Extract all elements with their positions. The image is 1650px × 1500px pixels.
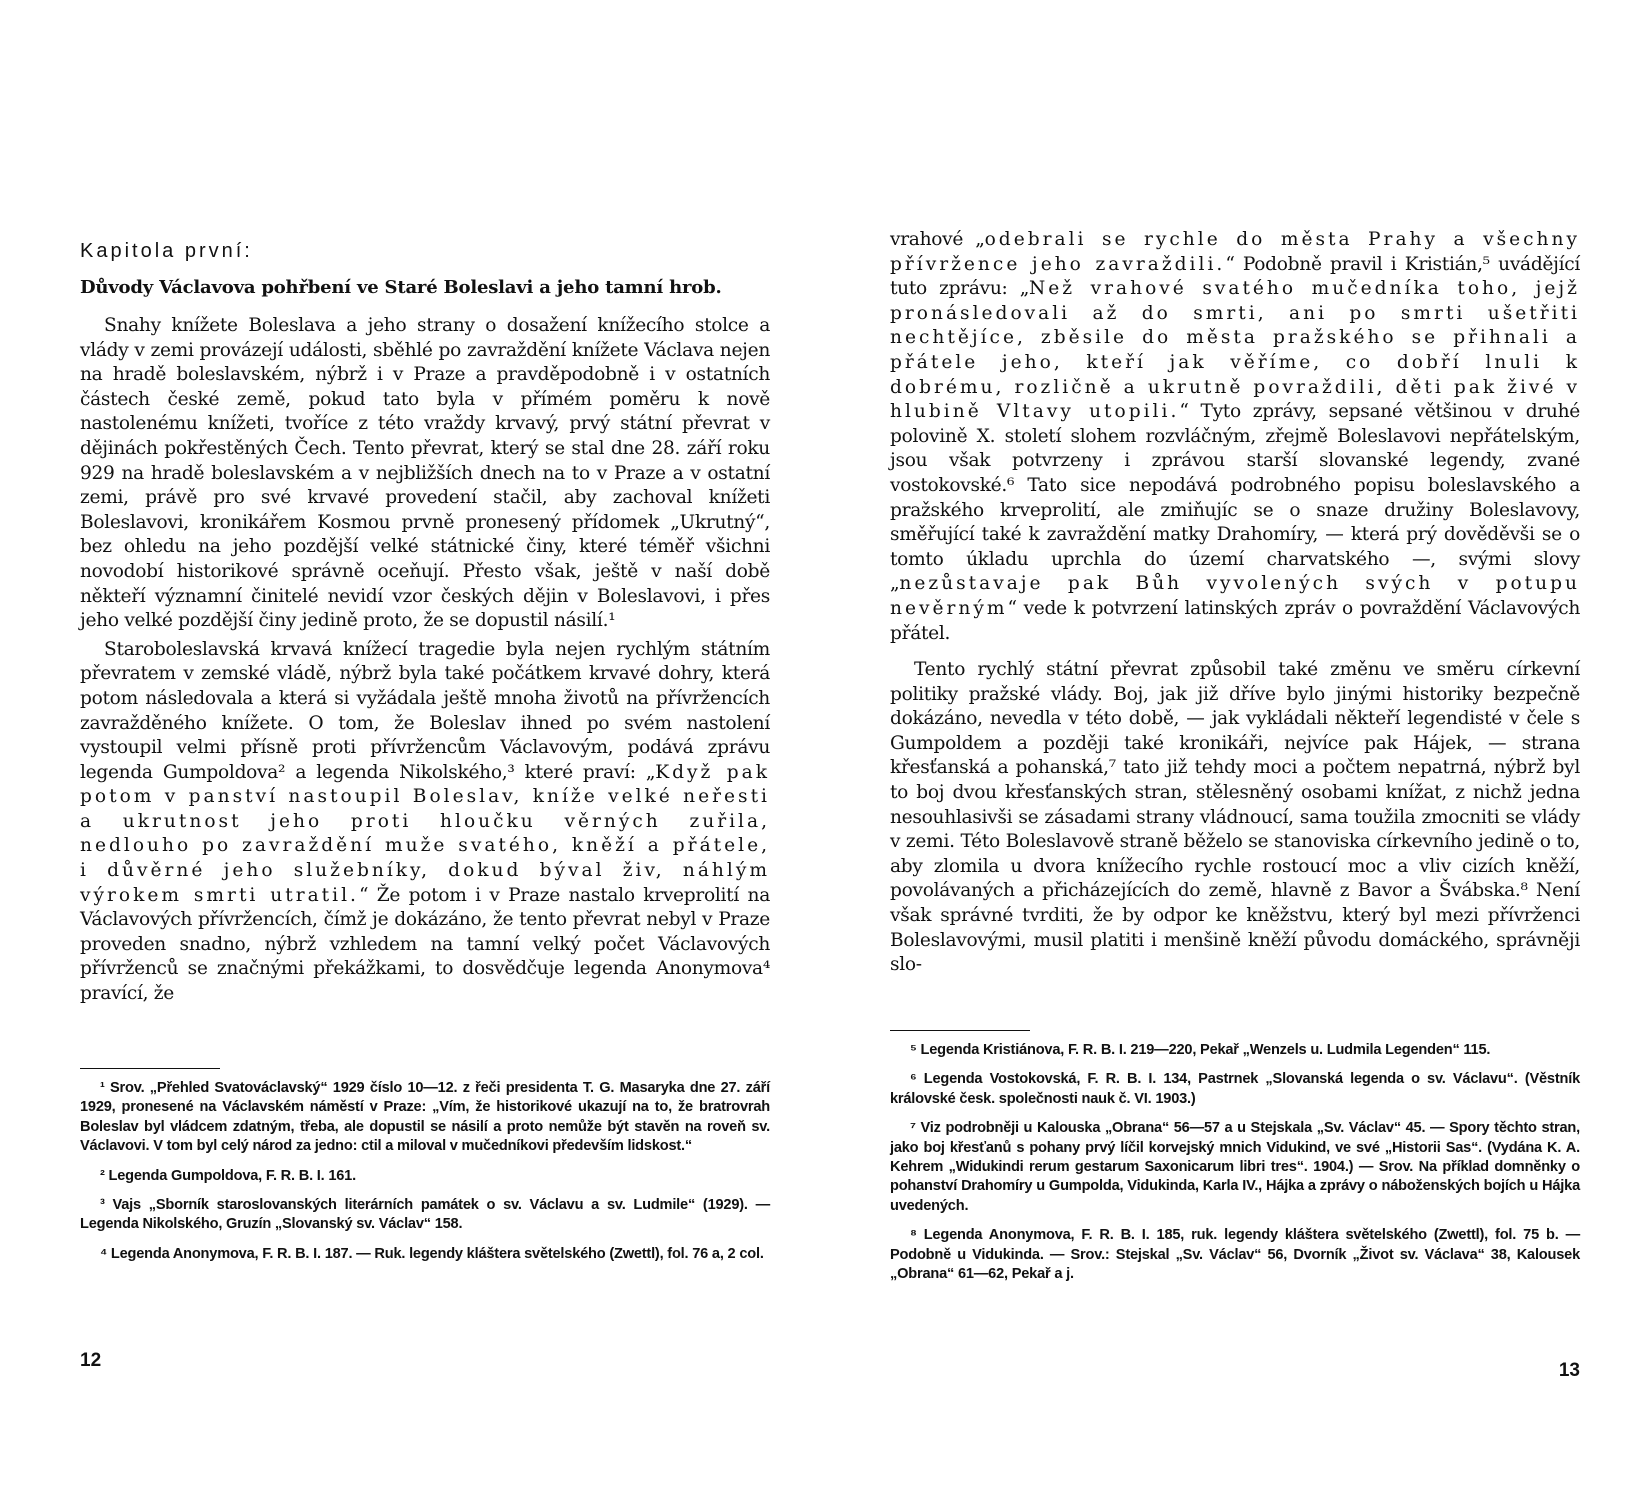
footnote-7: ⁷ Viz podrobněji u Kalouska „Obrana“ 56—57 a u Stejskala „Sv. Václav“ 45. — Spory těchto stran, jako boj křesťanů s pohany prvý líčil korvejský mnich Vidukind, ve své „Historii Sas“. (Vydána K. A. Kehrem „Widukindi rerum gestarum Saxonicarum libri tres“. 1904.) — Srov. Na příklad domněnky o pohanství Drahomíry u Gumpolda, Vidukinda, Karla IV., Hájka a zprávy o náboženských bojích u Hájka uvedených. [890, 1120, 1580, 1214]
left-page-text [80, 240, 770, 1011]
quote-anonym: odebrali se rychle do města Prahy a všechny přívržence jeho zavraždili. [890, 229, 1581, 275]
paragraph-1: Snahy knížete Boleslava a jeho strany o dosažení knížecího stolce a vlády v zemi provázejí události, sběhlé po zavraždění knížete Václava nejen na hradě boleslavském, nýbrž i v Praze a pravděpodobně i v ostatních částech české země, pokud tato byla v přímém poměru k nově nastolenému knížeti, tvoříce z této vraždy krvavý, prvý státní převrat v dějinách pokřestěných Čech. Tento převrat, který se stal dne 28. září roku 929 na hradě boleslavském a v nejbližších dnech na to v Praze a v ostatní zemi, právě pro své krvavé provedení stačil, aby zachoval knížeti Boleslavovi, kronikářem Kosmou prvně pronesený přídomek „Ukrutný“, bez ohledu na jeho pozdější velké státnické činy, které téměř všichni novodobí historikové správně oceňují. Přesto však, ještě v naší době někteří významní činitelé nevidí vzor českých dějin v Boleslavovi, i přes jeho velké pozdější činy jedině proto, že se dopustil násilí.¹ [80, 315, 770, 632]
paragraph-2-continuation: “ Že potom i v Praze nastalo krveprolití na Václavových přívržencích, čímž je dokázáno, že tento převrat nebyl v Praze proveden snadno, nýbrž vzhledem na tamní velký počet Václavových přívrženců se značnými překážkami, to dosvědčuje legenda Anonymova⁴ pravící, že [80, 884, 771, 1005]
left-page [80, 0, 770, 1500]
footnote-2: ² Legenda Gumpoldova, F. R. B. I. 161. [100, 1167, 356, 1184]
right-footnotes [890, 1030, 1580, 1294]
paragraph-2 [80, 638, 770, 1007]
right-page [890, 0, 1580, 1500]
paragraph-2-text: Staroboleslavská krvavá knížecí tragedie byla nejen rychlým státním převratem v zemské vládě, nýbrž byla také počátkem krvavé dohry, která potom následovala a která si vyžádala ještě mnoha životů na přívržencích zavražděného knížete. O tom, že Boleslav ihned po svém nastolení vystoupil velmi přísně proti přívržencům Václavovým, podává zprávu legenda Gumpoldova² a legenda Nikolského,³ které praví: „ [80, 638, 770, 783]
footnote-rule-right [890, 1030, 1030, 1031]
right-page-text [890, 228, 1580, 982]
footnote-5: ⁵ Legenda Kristiánova, F. R. B. I. 219—220, Pekař „Wenzels u. Ludmila Legenden“ 115. [910, 1042, 1491, 1058]
page-number-right: 13 [1558, 1360, 1580, 1381]
footnote-6: ⁶ Legenda Vostokovská, F. R. B. I. 134, Pastrnek „Slovanská legenda o sv. Václavu“. (Věstník královské česk. společnosti nauk č. VI. 1903.) [890, 1071, 1580, 1107]
footnote-8: ⁸ Legenda Anonymova, F. R. B. I. 185, ruk. legendy kláštera světelského (Zwettl), fol. 75 b. — Podobně u Vidukinda. — Srov.: Stejskal „Sv. Václav“ 56, Dvorník „Život sv. Václava“ 38, Kalousek „Obrana“ 61—62, Pekař a j. [890, 1227, 1580, 1283]
footnote-3: ³ Vajs „Sborník staroslovanských literárních památek o sv. Václavu a sv. Ludmile“ (1929). — Legenda Nikolského, Gruzín „Slovanský sv. Václav“ 158. [80, 1197, 770, 1233]
paragraph-3 [890, 228, 1580, 646]
quote-gumpold: Když pak potom v panství nastoupil Boleslav, kníže velké neřesti a ukrutnost jeho proti hloučku věrných zuřila, nedlouho po zavraždění muže svatého, kněží a přátele, i důvěrné jeho služebníky, dokud býval živ, náhlým výrokem smrti utratil. [80, 761, 770, 906]
quote-vostokov: nezůstavaje pak Bůh vyvolených svých v potupu nevěrným [890, 573, 1580, 619]
quote-kristian: Než vrahové svatého mučedníka toho, jejž pronásledovali až do smrti, ani po smrti ušetřiti nechtějíce, zběsile do města pražského se přihnali a přátele jeho, kteří jak věříme, co dobří lnuli k dobrému, rozličně a ukrutně povraždili, děti pak živé v hlubině Vltavy utopili. [890, 278, 1580, 423]
page-number-left: 12 [80, 1350, 102, 1371]
chapter-label: Kapitola první: [80, 240, 253, 262]
paragraph-3-end: “ vede k potvrzení latinských zpráv o povraždění Václavových přátel. [890, 597, 1580, 644]
chapter-title: Důvody Václavova pohřbení ve Staré Boleslavi a jeho tamní hrob. [80, 277, 722, 298]
paragraph-4: Tento rychlý státní převrat způsobil také změnu ve směru církevní politiky pražské vlády. Boj, jak již dříve bylo jinými historiky bezpečně dokázáno, nevedla v této době, — jak vykládali někteří legendisté v čele s Gumpoldem a později také kronikáři, nejvíce pak Hájek, — strana křesťanská a pohanská,⁷ tato již tehdy moci a počtem nepatrná, nýbrž byl to boj dvou křesťanských stran, stělesněný osobami knížat, z nichž jedna nesouhlasivši se zásadami strany vládnoucí, sama toužila zmocniti se vlády v zemi. Této Boleslavově straně běželo se stanoviska církevního jedině o to, aby zlomila u dvora knížecího rychle rostoucí moc a vliv cizích kněží, povolávaných a přicházejících do země, hlavně z Bavor a Švábska.⁸ Není však správné tvrditi, že by odpor ke kněžstvu, který byl mezi přívrženci Boleslavovými, musil platiti i menšině kněží původu domáckého, správněji slo- [890, 659, 1580, 976]
paragraph-3-mid: “ Podobně pravil i Kristián,⁵ uvádějící tuto zprávu: „ [890, 253, 1580, 300]
left-footnotes [80, 1068, 770, 1274]
footnote-1: ¹ Srov. „Přehled Svatováclavský“ 1929 číslo 10—12. z řeči presidenta T. G. Masaryka dne 27. září 1929, pronesené na Václavském náměstí v Praze: „Vím, že historikové ukazují na to, že bratrovrah Boleslav byl vládcem zdatným, třeba, ale dopustil se násilí a proto nemůže být stavěn na roveň sv. Václavovi. V tom byl celý národ za jedno: ctil a miloval v mučedníkovi především lidskost.“ [80, 1080, 770, 1155]
paragraph-3-start: vrahové „ [890, 229, 985, 250]
paragraph-3-mid2: “ Tyto zprávy, sepsané většinou v druhé polovině X. století slohem rozvláčným, zřejmě Boleslavovi nepřátelským, jsou však potvrzeny i zprávou starší slovanské legendy, zvané vostokovské.⁶ Tato sice nepodává podrobného popisu boleslavského a pražského krveprolití, ale zmiňujíc se o snaze družiny Boleslavovy, směřující také k zavraždění matky Drahomíry, — která prý dověděvši se o tomto úkladu uprchla do území charvatského —, svými slovy „ [890, 401, 1580, 595]
footnote-4: ⁴ Legenda Anonymova, F. R. B. I. 187. — Ruk. legendy kláštera světelského (Zwettl), fol. 76 a, 2 col. [100, 1245, 764, 1262]
footnote-rule [80, 1068, 220, 1069]
